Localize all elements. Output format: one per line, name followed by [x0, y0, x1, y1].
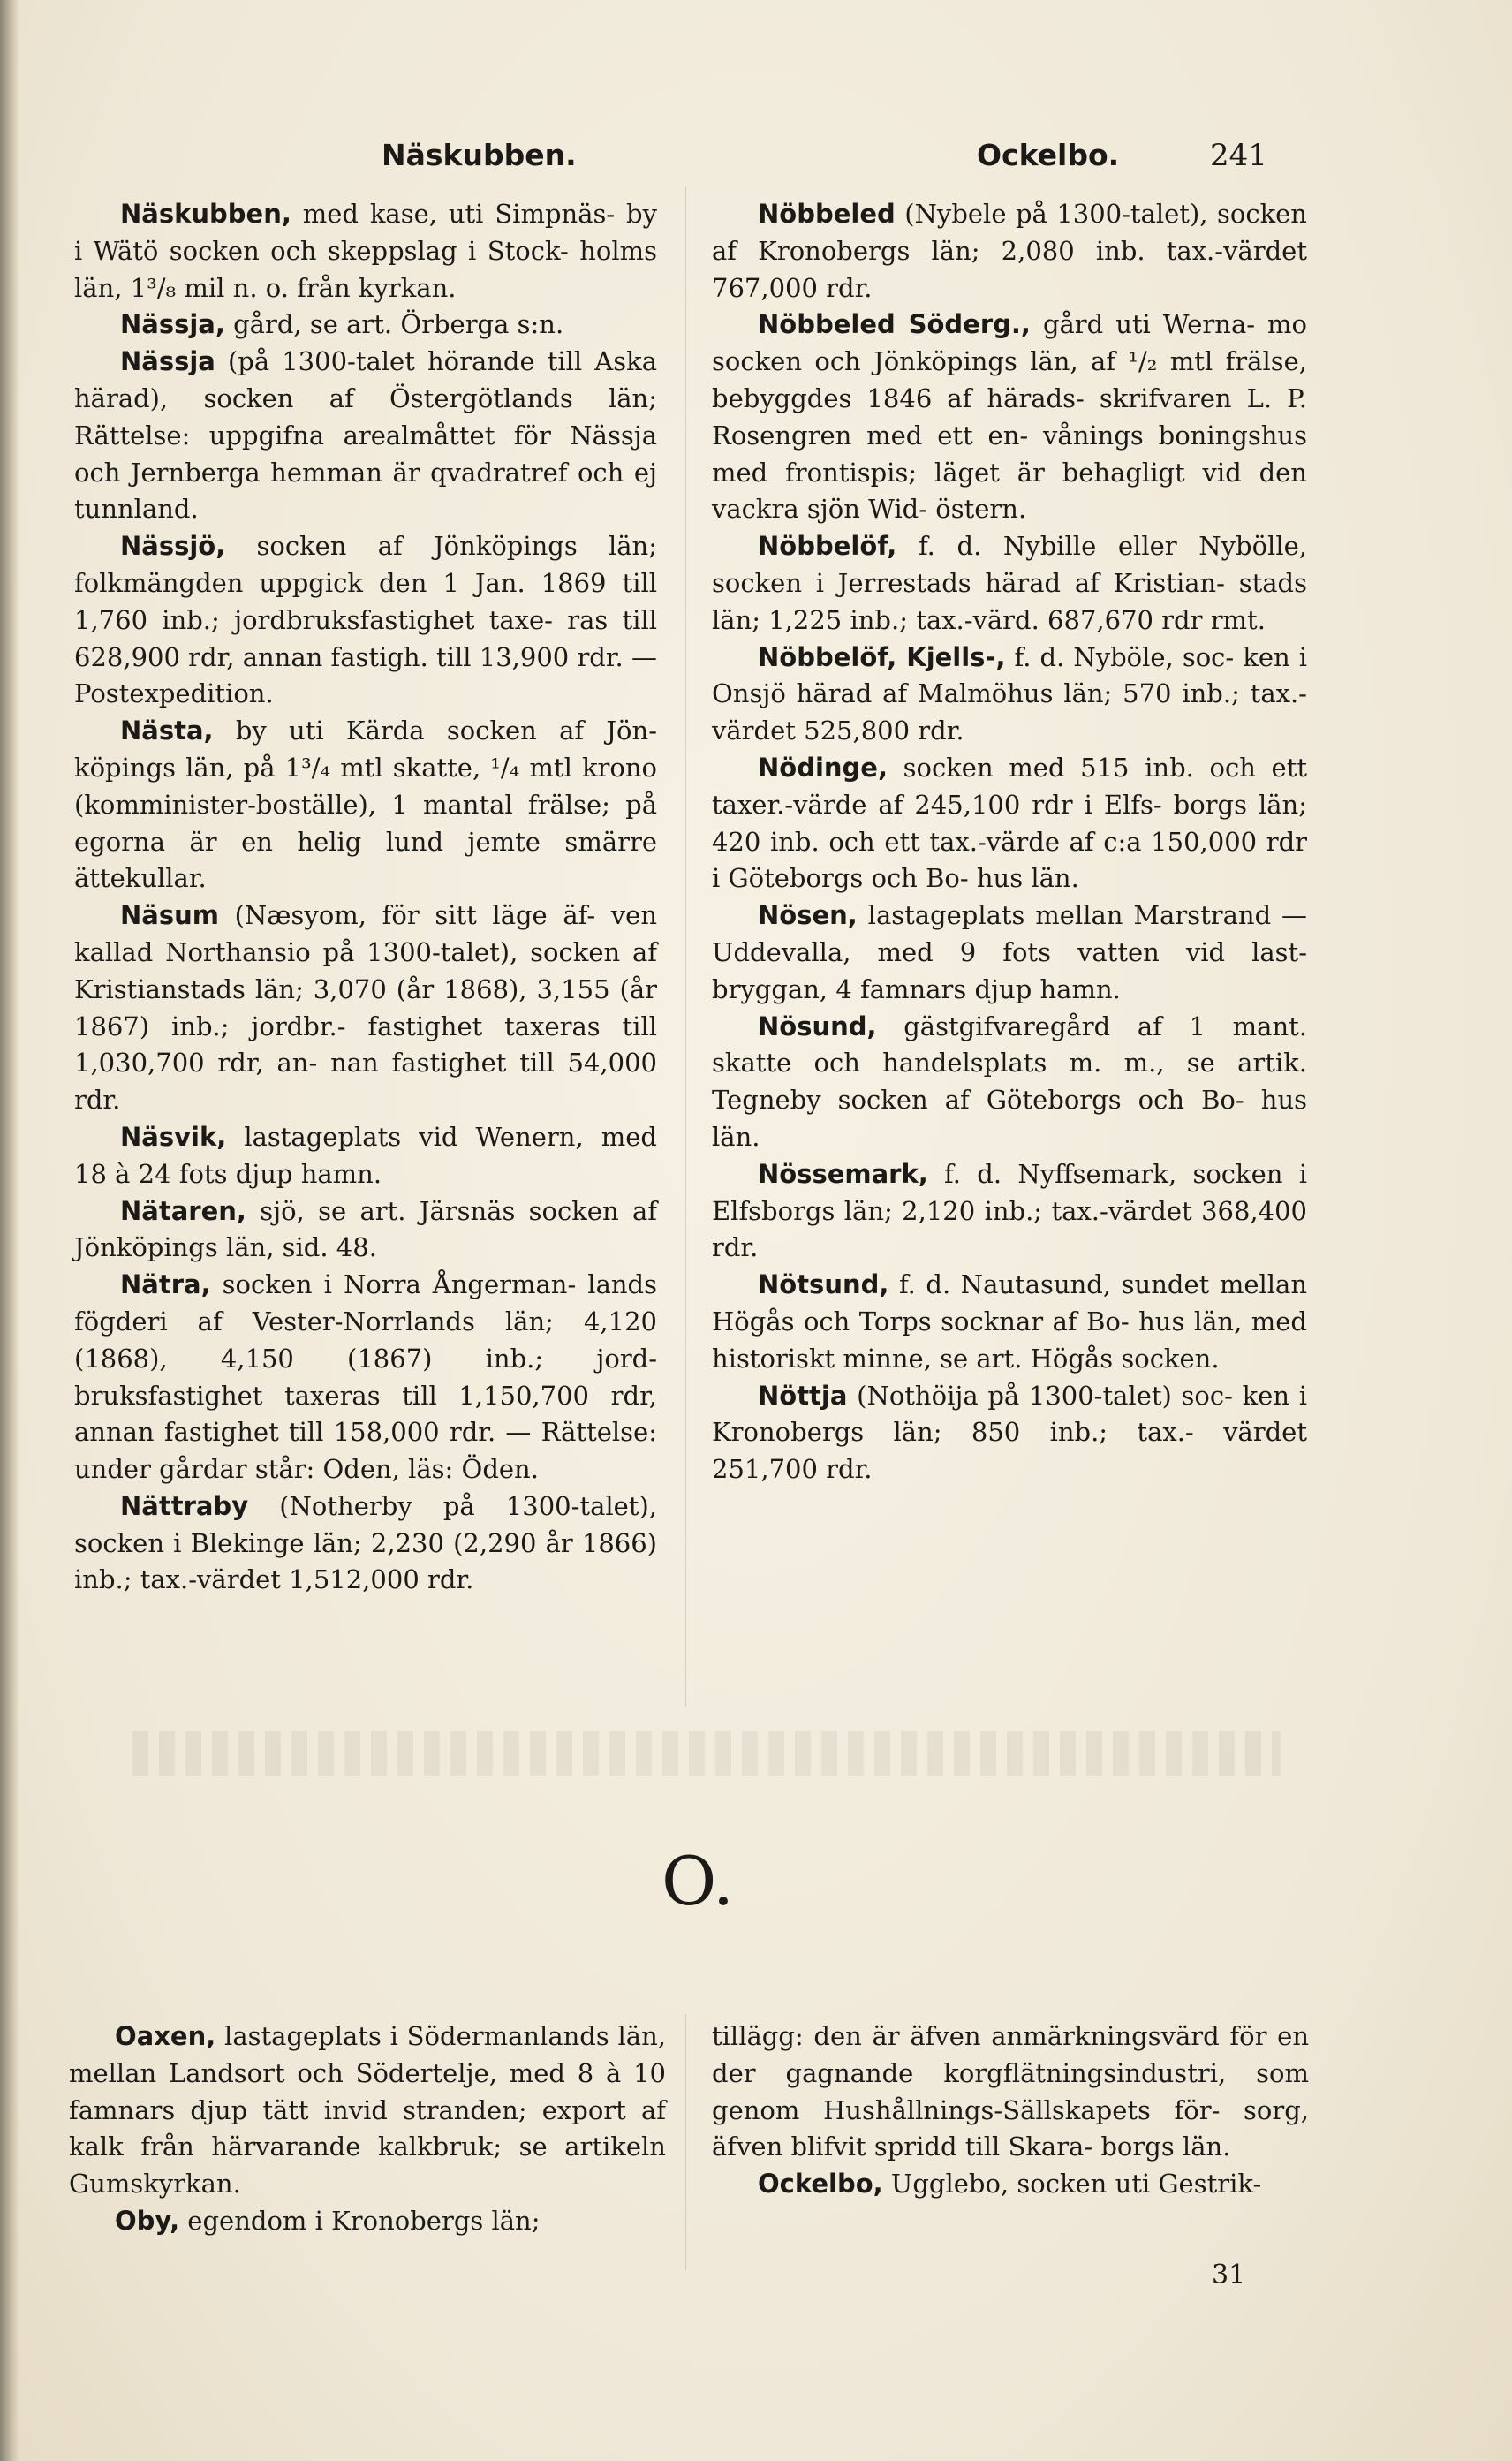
dictionary-entry	[69, 2018, 666, 2203]
text-column-lower-right	[712, 2018, 1309, 2203]
dictionary-entry	[74, 713, 657, 897]
dictionary-entry	[74, 1267, 657, 1488]
dictionary-entry	[712, 528, 1307, 639]
entry-headword: Nösen,	[758, 900, 858, 931]
entry-text: med kase, uti Simpnäs- by i Wätö socken och skeppslag i Stock- holms län, 1³/₈ mil n. o. från kyrkan.	[74, 199, 657, 303]
entry-text: socken af Jönköpings län; folkmängden uppgick den 1 Jan. 1869 till 1,760 inb.; jordbruksfastighet taxe- ras till 628,900 rdr, annan fastigh. till 13,900 rdr. — Postexpedition.	[74, 531, 657, 709]
dictionary-entry	[74, 1119, 657, 1193]
dictionary-entry	[712, 897, 1307, 1008]
entry-headword: Nästa,	[120, 716, 214, 746]
entry-headword: Näsum	[120, 900, 219, 931]
entry-headword: Oby,	[115, 2205, 180, 2236]
dictionary-entry	[74, 344, 657, 528]
dictionary-entry	[712, 1267, 1307, 1377]
dictionary-entry	[69, 2203, 666, 2240]
entry-text: f. d. Nybille eller Nybölle, socken i Jerrestads härad af Kristian- stads län; 1,225 inb.; tax.-värd. 687,670 rdr rmt.	[712, 531, 1307, 635]
entry-headword: Nässja,	[120, 309, 225, 340]
dictionary-entry	[74, 1488, 657, 1599]
entry-text: (Nybele på 1300-talet), socken af Kronobergs län; 2,080 inb. tax.-värdet 767,000 rdr.	[712, 199, 1307, 303]
dictionary-entry	[74, 897, 657, 1119]
entry-headword: Nätra,	[120, 1269, 211, 1300]
dictionary-entry	[74, 1193, 657, 1268]
entry-text: (Notherby på 1300-talet), socken i Blekinge län; 2,230 (2,290 år 1866) inb.; tax.-värdet 1,512,000 rdr.	[74, 1490, 657, 1595]
entry-text: tillägg: den är äfven anmärkningsvärd för en der gagnande korgflätningsindustri, som genom Hushållnings-Sällskapets för- sorg, äfven blifvit spridd till Skara- borgs län.	[712, 2021, 1309, 2162]
entry-text: gästgifvaregård af 1 mant. skatte och handelsplats m. m., se artik. Tegneby socken af Göteborgs och Bo- hus län.	[712, 1011, 1307, 1152]
entry-headword: Nödinge,	[758, 752, 888, 783]
entry-text: gård, se art. Örberga s:n.	[224, 309, 564, 340]
entry-headword: Nösund,	[758, 1011, 877, 1041]
entry-headword: Nöttja	[758, 1380, 848, 1411]
entry-headword: Nätaren,	[120, 1195, 246, 1226]
dictionary-entry	[74, 196, 657, 307]
signature-mark: 31	[1212, 2260, 1246, 2291]
page-header	[0, 133, 1512, 186]
entry-headword: Nötsund,	[758, 1269, 889, 1300]
entry-text: lastageplats vid Wenern, med 18 à 24 fots djup hamn.	[74, 1121, 657, 1189]
dictionary-entry	[74, 307, 657, 344]
entry-text: gård uti Werna- mo socken och Jönköpings län, af ¹/₂ mtl frälse, bebyggdes 1846 af härads- skrifvaren L. P. Rosengren med ett en- vånings boningshus med frontispis; läget är behagligt vid den vackra sjön Wid- östern.	[712, 309, 1307, 525]
entry-headword: Nättraby	[120, 1490, 249, 1521]
text-column-lower-left	[69, 2018, 666, 2240]
entry-text: (Næsyom, för sitt läge äf- ven kallad Northansio på 1300-talet), socken af Kristianstads län; 3,070 (år 1868), 3,155 (år 1867) inb.; jordbr.- fastighet taxeras till 1,030,700 rdr, an- nan fastighet till 54,000 rdr.	[74, 900, 657, 1116]
entry-text: f. d. Nyffsemark, socken i Elfsborgs län; 2,120 inb.; tax.-värdet 368,400 rdr.	[712, 1158, 1307, 1263]
dictionary-entry	[712, 2166, 1309, 2203]
entry-text: f. d. Nyböle, soc- ken i Onsjö härad af Malmöhus län; 570 inb.; tax.-värdet 525,800 rdr.	[712, 641, 1307, 746]
dictionary-entry	[712, 2018, 1309, 2166]
entry-headword: Nöbbelöf, Kjells-,	[758, 641, 1006, 672]
page-number: 241	[1210, 138, 1267, 173]
entry-headword: Näsvik,	[120, 1121, 227, 1152]
entry-headword: Nössemark,	[758, 1158, 928, 1189]
dictionary-entry	[74, 528, 657, 713]
text-column-right	[712, 196, 1307, 1488]
entry-text: sjö, se art. Järsnäs socken af Jönköpings län, sid. 48.	[74, 1195, 657, 1263]
entry-text: socken med 515 inb. och ett taxer.-värde af 245,100 rdr i Elfs- borgs län; 420 inb. och ett tax.-värde af c:a 150,000 rdr i Göteborgs och Bo- hus län.	[712, 752, 1307, 894]
entry-headword: Nässja	[120, 346, 215, 377]
entry-headword: Nässjö,	[120, 531, 226, 562]
entry-headword: Ockelbo,	[758, 2169, 883, 2200]
entry-headword: Oaxen,	[115, 2021, 216, 2051]
entry-headword: Näskubben,	[120, 199, 291, 229]
dictionary-entry	[712, 1378, 1307, 1488]
entry-text: (på 1300-talet hörande till Aska härad), socken af Östergötlands län; Rättelse: uppgifna arealmåttet för Nässja och Jernberga hemman är qvadratref och ej tunnland.	[74, 346, 657, 525]
entry-text: lastageplats i Södermanlands län, mellan Landsort och Södertelje, med 8 à 10 famnars djup tätt invid stranden; export af kalk från härvarande kalkbruk; se artikeln Gumskyrkan.	[69, 2021, 666, 2200]
column-divider-lower	[685, 2014, 686, 2270]
entry-text: Ugglebo, socken uti Gestrik-	[882, 2169, 1262, 2200]
dictionary-entry	[712, 750, 1307, 897]
header-left-title: Näskubben.	[382, 138, 577, 172]
dictionary-entry	[712, 1156, 1307, 1267]
text-column-left	[74, 196, 657, 1599]
dictionary-entry	[712, 1009, 1307, 1156]
section-letter: O.	[661, 1842, 734, 1920]
entry-text: (Nothöija på 1300-talet) soc- ken i Kronobergs län; 850 inb.; tax.- värdet 251,700 rdr.	[712, 1380, 1307, 1485]
entry-text: socken i Norra Ångerman- lands fögderi af Vester-Norrlands län; 4,120 (1868), 4,150 (1867) inb.; jord- bruksfastighet taxeras till 1,150,700 rdr, annan fastighet till 158,000 rdr. — Rättelse: under gårdar står: Oden, läs: Öden.	[74, 1269, 657, 1485]
book-spine-shadow	[0, 0, 19, 2461]
entry-text: f. d. Nautasund, sundet mellan Högås och Torps socknar af Bo- hus län, med historiskt minne, se art. Högås socken.	[712, 1269, 1307, 1374]
bleed-through-text	[132, 1731, 1281, 1776]
entry-text: lastageplats mellan Marstrand —Uddevalla, med 9 fots vatten vid last- bryggan, 4 famnars djup hamn.	[712, 900, 1307, 1004]
dictionary-entry	[712, 640, 1307, 750]
entry-headword: Nöbbeled	[758, 199, 896, 229]
entry-headword: Nöbbelöf,	[758, 531, 897, 562]
dictionary-entry	[712, 196, 1307, 307]
header-right-title: Ockelbo.	[977, 138, 1120, 172]
entry-headword: Nöbbeled Söderg.,	[758, 309, 1031, 340]
entry-text: egendom i Kronobergs län;	[179, 2205, 541, 2236]
entry-text: by uti Kärda socken af Jön- köpings län, på 1³/₄ mtl skatte, ¹/₄ mtl krono (komminister-boställe), 1 mantal frälse; på egorna är en helig lund jemte smärre ättekullar.	[74, 716, 657, 894]
dictionary-entry	[712, 307, 1307, 528]
column-divider	[685, 187, 686, 1707]
